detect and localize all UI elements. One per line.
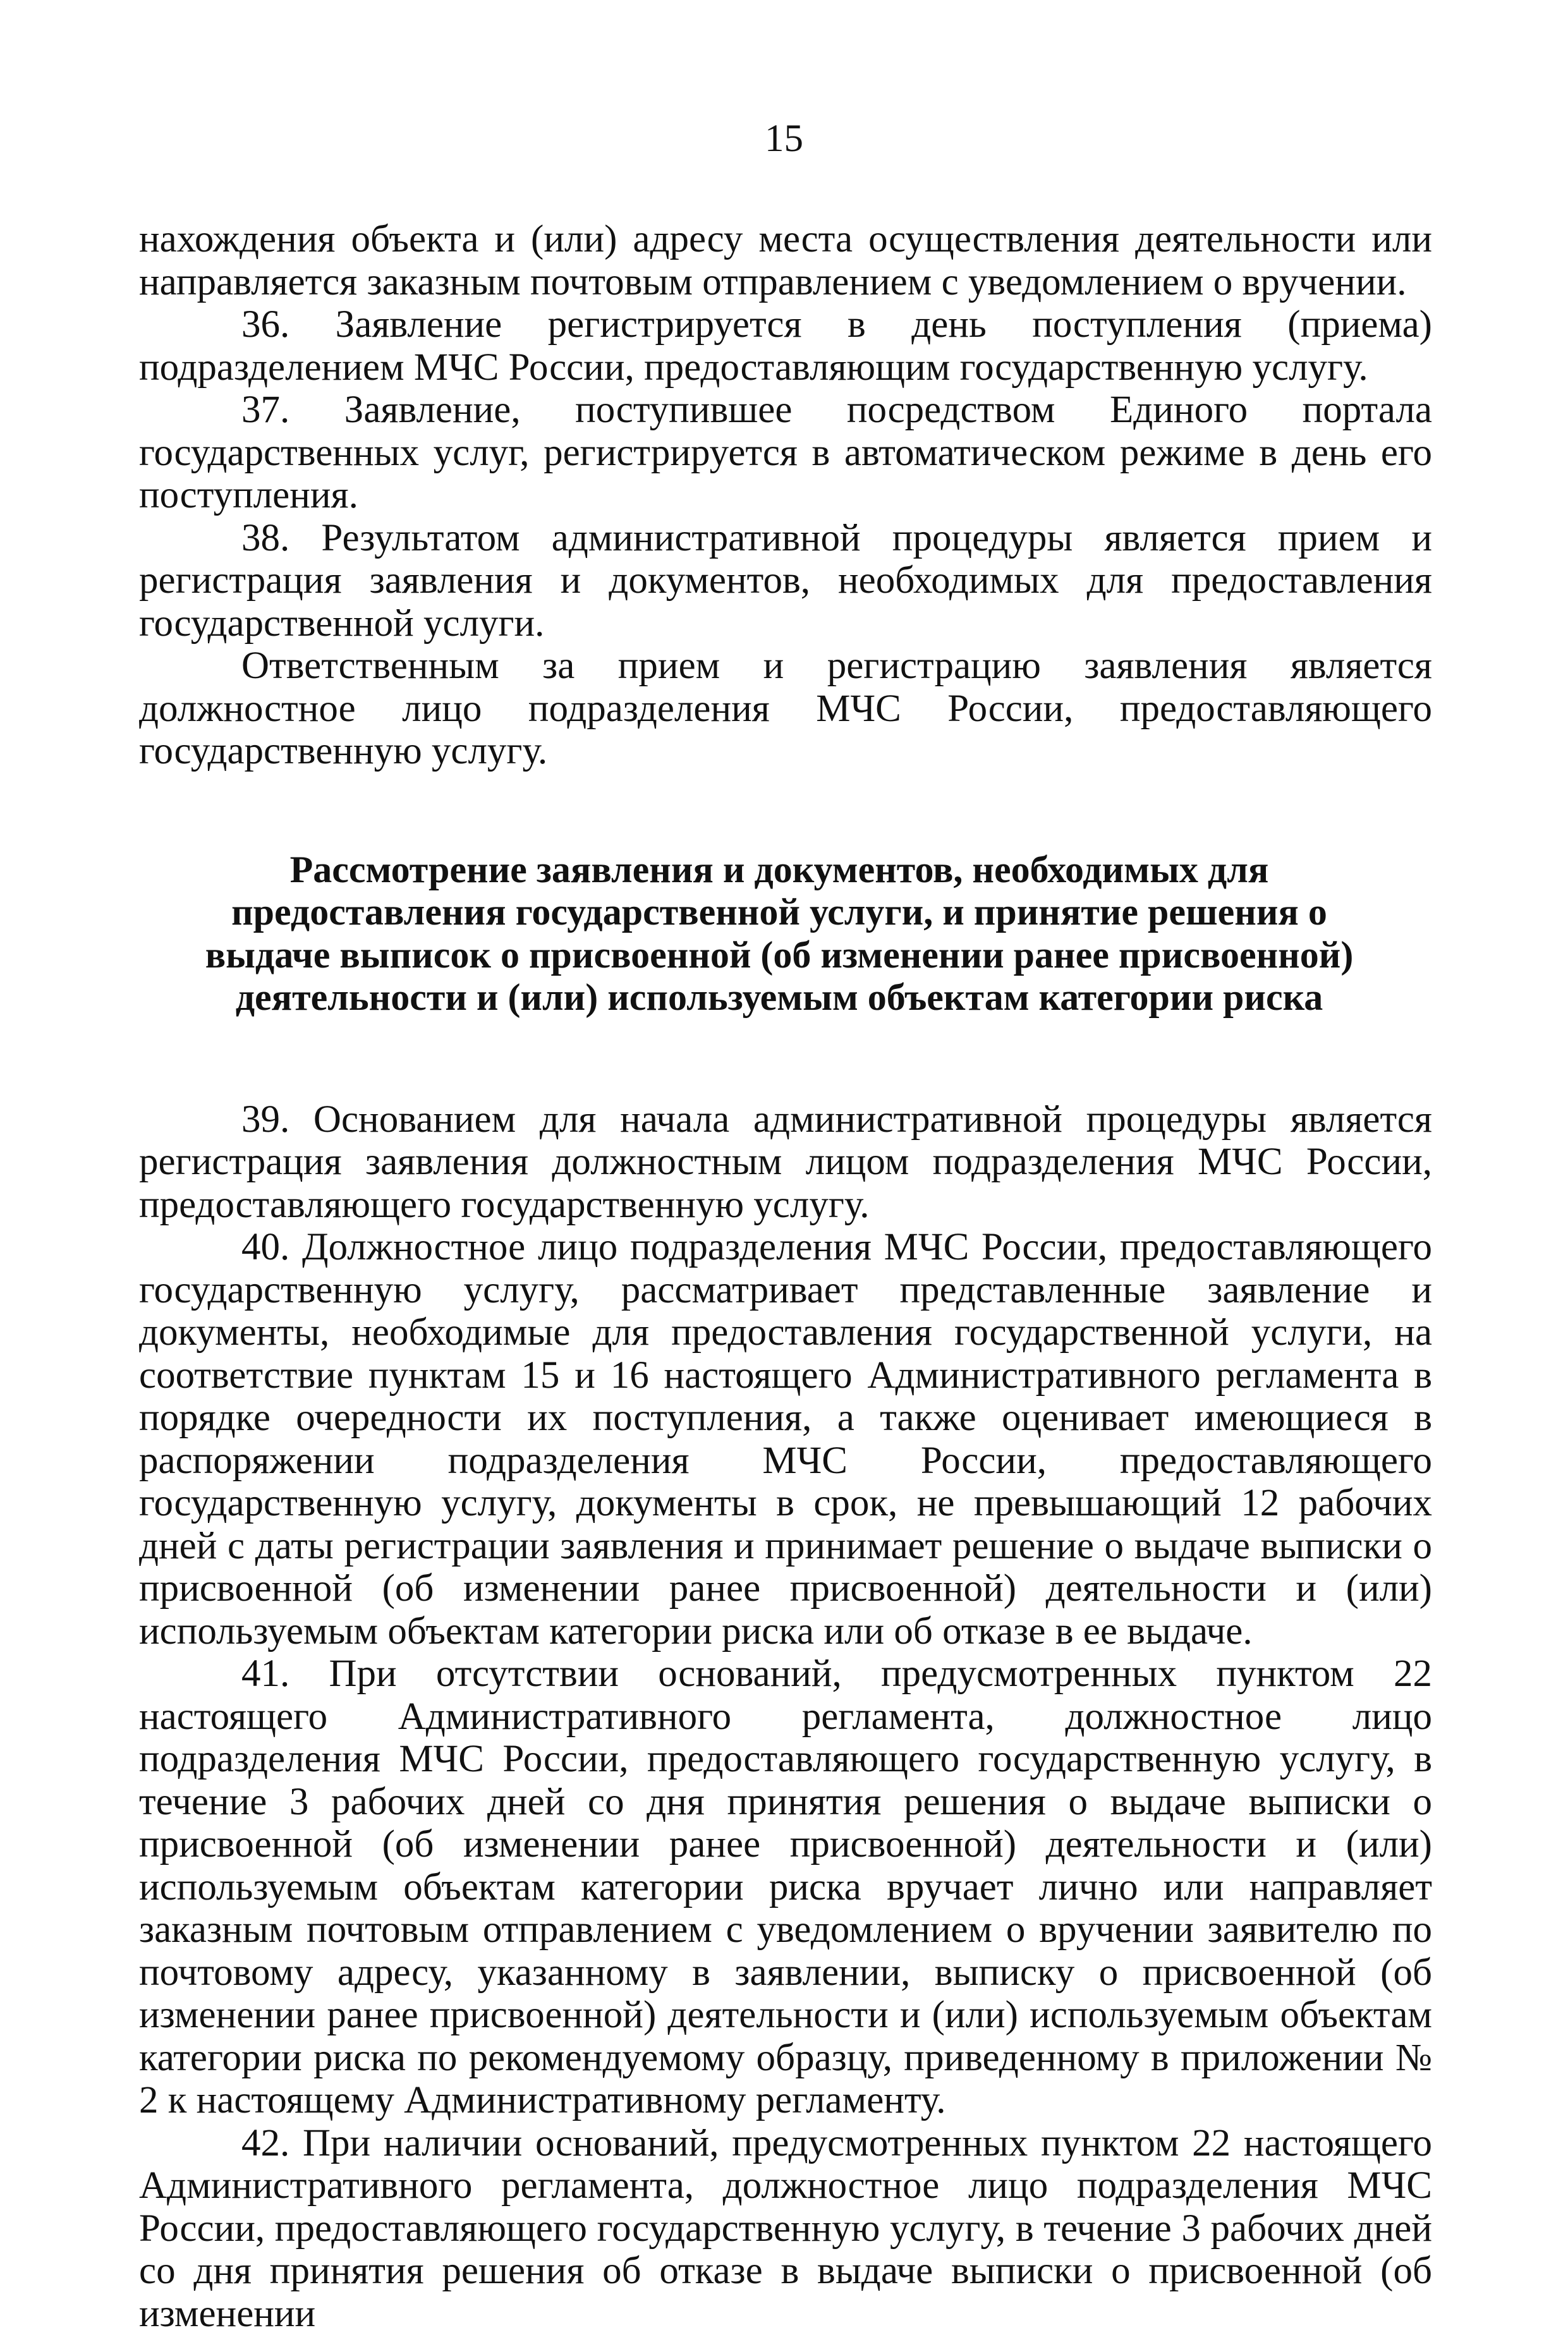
paragraph-continuation: нахождения объекта и (или) адресу места осуществления деятельности или направляется заказным почтовым отправлением с уведомлением о вручении. xyxy=(139,218,1432,303)
paragraph-41: 41. При отсутствии оснований, предусмотренных пунктом 22 настоящего Административного регламента, должностное лицо подразделения МЧС России, предоставляющего государственную услугу, в течение 3 рабочих дней со дня принятия решения о выдаче выписки о присвоенной (об изменении ранее присвоенной) деятельности и (или) используемым объектам категории риска вручает лично или направляет заказным почтовым отправлением с уведомлением о вручении заявителю по почтовому адресу, указанному в заявлении, выписку о присвоенной (об изменении ранее присвоенной) деятельности и (или) используемым объектам категории риска по рекомендуемому образцу, приведенному в приложении № 2 к настоящему Административному регламенту. xyxy=(139,1653,1432,2122)
paragraph-40: 40. Должностное лицо подразделения МЧС России, предоставляющего государственную услугу, рассматривает представленные заявление и документы, необходимые для предоставления государственной услуги, на соответствие пунктам 15 и 16 настоящего Административного регламента в порядке очередности их поступления, а также оценивает имеющиеся в распоряжении подразделения МЧС России, предоставляющего государственную услугу, документы в срок, не превышающий 12 рабочих дней с даты регистрации заявления и принимает решение о выдаче выписки о присвоенной (об изменении ранее присвоенной) деятельности и (или) используемым объектам категории риска или об отказе в ее выдаче. xyxy=(139,1226,1432,1653)
document-body xyxy=(139,218,1432,2335)
paragraph-37: 37. Заявление, поступившее посредством Единого портала государственных услуг, регистрируется в автоматическом режиме в день его поступления. xyxy=(139,389,1432,517)
paragraph-39: 39. Основанием для начала административной процедуры является регистрация заявления должностным лицом подразделения МЧС России, предоставляющего государственную услугу. xyxy=(139,1098,1432,1227)
paragraph-38: 38. Результатом административной процедуры является прием и регистрация заявления и документов, необходимых для предоставления государственной услуги. xyxy=(139,517,1432,645)
paragraph-responsible: Ответственным за прием и регистрацию заявления является должностное лицо подразделения МЧС России, предоставляющего государственную услугу. xyxy=(139,645,1432,773)
paragraph-42: 42. При наличии оснований, предусмотренных пунктом 22 настоящего Административного регламента, должностное лицо подразделения МЧС России, предоставляющего государственную услугу, в течение 3 рабочих дней со дня принятия решения об отказе в выдаче выписки о присвоенной (об изменении xyxy=(139,2122,1432,2335)
section-heading: Рассмотрение заявления и документов, необходимых для предоставления государственной услуги, и принятие решения о выдаче выписок о присвоенной (об изменении ранее присвоенной) деятельности и (или) используемым объектам категории риска xyxy=(164,849,1394,1019)
paragraph-36: 36. Заявление регистрируется в день поступления (приема) подразделением МЧС России, предоставляющим государственную услугу. xyxy=(139,303,1432,389)
page-number: 15 xyxy=(0,117,1568,161)
